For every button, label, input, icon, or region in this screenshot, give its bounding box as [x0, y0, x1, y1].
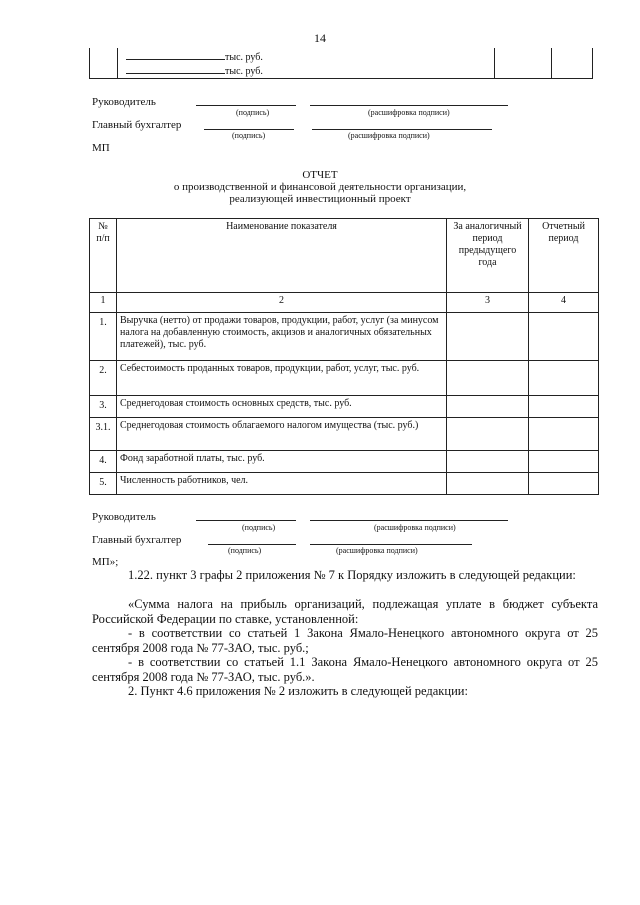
- row-number: 2.: [90, 361, 117, 396]
- row-number: 5.: [90, 473, 117, 495]
- col-number: 3: [447, 293, 529, 313]
- row-number: 3.1.: [90, 418, 117, 451]
- head-label: Руководитель: [92, 96, 156, 108]
- header-no: № п/п: [90, 219, 117, 293]
- report-subtitle-1: о производственной и финансовой деятельности организации,: [173, 181, 467, 193]
- report-subtitle-2: реализующей инвестиционный проект: [229, 193, 411, 205]
- header-current: Отчетный период: [529, 219, 599, 293]
- decoding-hint: (расшифровка подписи): [374, 523, 456, 532]
- row-prev-value: [447, 451, 529, 473]
- col-number: 2: [117, 293, 447, 313]
- accountant-decoding-line: [310, 544, 472, 545]
- table-row: [90, 361, 599, 396]
- accountant-signature-line: [204, 129, 294, 130]
- row-current-value: [529, 313, 599, 361]
- page-number: 14: [314, 31, 326, 45]
- row-current-value: [529, 361, 599, 396]
- col-number: 1: [90, 293, 117, 313]
- row-indicator: Численность работников, чел.: [117, 473, 447, 495]
- header-prev: За аналогичный период предыдущего года: [447, 219, 529, 293]
- row-indicator: Себестоимость проданных товаров, продукции, работ, услуг, тыс. руб.: [117, 361, 447, 396]
- accountant-signature-line: [208, 544, 296, 545]
- column-number-row: [90, 293, 599, 313]
- row-prev-value: [447, 473, 529, 495]
- report-table: [89, 218, 599, 495]
- top-row-unit: тыс. руб.: [225, 66, 263, 77]
- head-decoding-line: [310, 520, 508, 521]
- header-name: Наименование показателя: [117, 219, 447, 293]
- row-number: 1.: [90, 313, 117, 361]
- paragraph-4: - в соответствии со статьей 1.1 Закона Ямало-Ненецкого автономного округа от 25 сентября 2008 года № 77-ЗАО, тыс. руб.».: [92, 655, 598, 684]
- signature-hint: (подпись): [236, 108, 270, 117]
- row-current-value: [529, 451, 599, 473]
- row-number: 4.: [90, 451, 117, 473]
- row-prev-value: [447, 361, 529, 396]
- row-prev-value: [447, 418, 529, 451]
- table-row: [90, 451, 599, 473]
- row-current-value: [529, 396, 599, 418]
- table-row: [90, 396, 599, 418]
- accountant-decoding-line: [312, 129, 492, 130]
- report-title: ОТЧЕТ: [302, 169, 338, 181]
- accountant-signature-hint: (подпись): [228, 546, 262, 555]
- head-decoding-line: [310, 105, 508, 106]
- top-table-fragment: [89, 48, 593, 79]
- accountant-decoding-hint: (расшифровка подписи): [348, 131, 430, 140]
- row-number: 3.: [90, 396, 117, 418]
- row-indicator: Фонд заработной платы, тыс. руб.: [117, 451, 447, 473]
- row-indicator: Выручка (нетто) от продажи товаров, продукции, работ, услуг (за минусом налога на добавленную стоимость, акцизов и аналогичных обязательных платежей), тыс. руб.: [117, 313, 447, 361]
- top-row-unit: тыс. руб.: [225, 52, 263, 63]
- row-prev-value: [447, 396, 529, 418]
- col-number: 4: [529, 293, 599, 313]
- row-indicator: Среднегодовая стоимость облагаемого налогом имущества (тыс. руб.): [117, 418, 447, 451]
- row-indicator: Среднегодовая стоимость основных средств, тыс. руб.: [117, 396, 447, 418]
- table-row: [90, 313, 599, 361]
- signature-hint: (подпись): [242, 523, 276, 532]
- paragraph-1: 1.22. пункт 3 графы 2 приложения № 7 к Порядку изложить в следующей редакции:: [128, 568, 576, 582]
- table-row: [90, 473, 599, 495]
- stamp-label: МП»;: [92, 556, 119, 568]
- accountant-label: Главный бухгалтер: [92, 119, 182, 131]
- decoding-hint: (расшифровка подписи): [368, 108, 450, 117]
- table-row: [90, 418, 599, 451]
- row-current-value: [529, 473, 599, 495]
- row-prev-value: [447, 313, 529, 361]
- paragraph-3: - в соответствии со статьей 1 Закона Ямало-Ненецкого автономного округа от 25 сентября 2008 года № 77-ЗАО, тыс. руб.;: [92, 626, 598, 655]
- row-current-value: [529, 418, 599, 451]
- stamp-label: МП: [92, 142, 110, 154]
- accountant-label: Главный бухгалтер: [92, 534, 182, 546]
- paragraph-2: «Сумма налога на прибыль организаций, подлежащая уплате в бюджет субъекта Российской Федерации по ставке, установленной:: [92, 597, 598, 626]
- accountant-signature-hint: (подпись): [232, 131, 266, 140]
- table-header-row: [90, 219, 599, 293]
- head-signature-line: [196, 520, 296, 521]
- accountant-decoding-hint: (расшифровка подписи): [336, 546, 418, 555]
- paragraph-5: 2. Пункт 4.6 приложения № 2 изложить в следующей редакции:: [128, 684, 468, 698]
- head-signature-line: [196, 105, 296, 106]
- head-label: Руководитель: [92, 511, 156, 523]
